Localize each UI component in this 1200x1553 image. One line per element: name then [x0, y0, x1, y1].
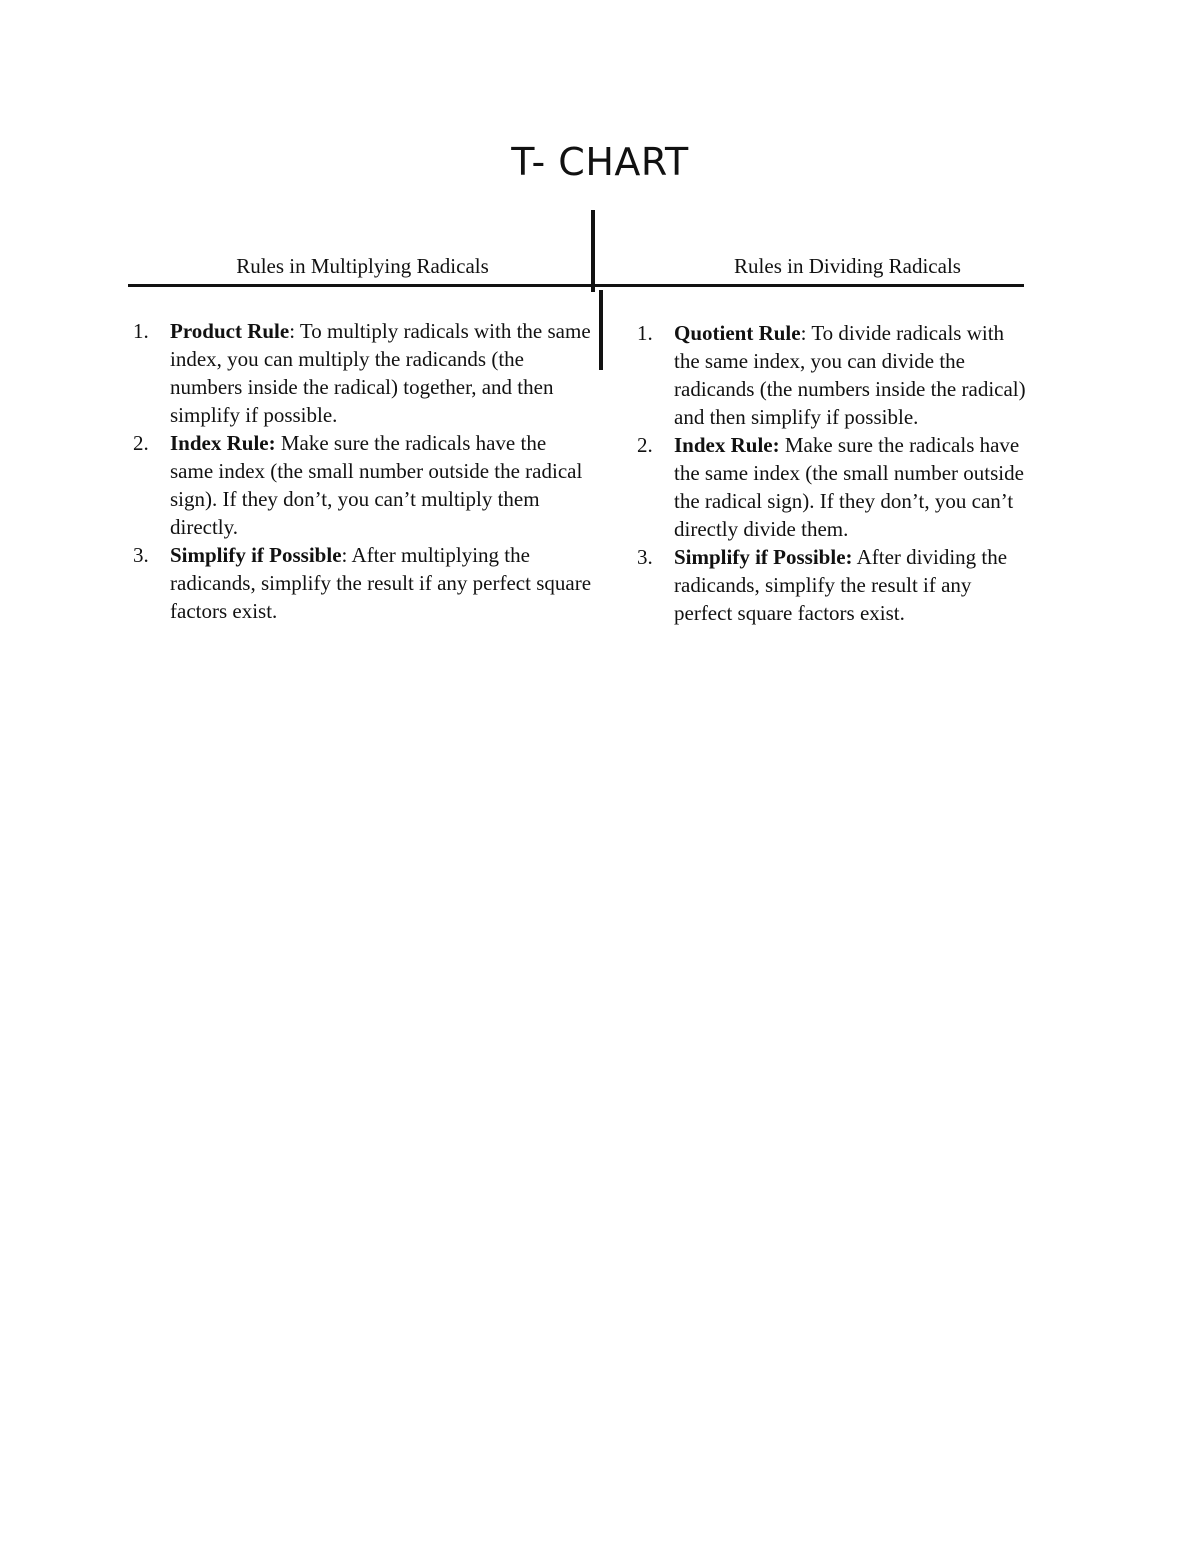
list-item — [133, 541, 593, 625]
rule-name: Quotient Rule — [674, 321, 801, 345]
left-column-header: Rules in Multiplying Radicals — [236, 254, 489, 278]
rule-number: 1. — [637, 321, 653, 345]
rule-number: 3. — [133, 543, 149, 567]
list-item — [637, 431, 1032, 543]
page-title: T- CHART — [511, 140, 689, 184]
rule-text: After dividing the radicands, simplify the result if any perfect square factors exist. — [674, 545, 1008, 625]
rule-text: To multiply radicals with the same index, you can multiply the radicands (the numbers inside the radical) together, and then simplify if possible. — [170, 319, 591, 427]
rule-name: Product Rule — [170, 319, 290, 343]
rule-name: Index Rule: — [170, 431, 276, 455]
rule-number: 3. — [637, 545, 653, 569]
rule-text: Make sure the radicals have the same index (the small number outside the radical sign). If they don’t, you can’t multiply them directly. — [170, 431, 583, 539]
multiplying-rules-list — [133, 317, 593, 625]
rule-text: Make sure the radicals have the same index (the small number outside the radical sign). If they don’t, you can’t directly divide them. — [674, 433, 1024, 541]
rule-number: 2. — [133, 431, 149, 455]
list-item — [637, 319, 1032, 431]
rule-text: After multiplying the radicands, simplify the result if any perfect square factors exist. — [170, 543, 592, 623]
rule-name: Index Rule: — [674, 433, 780, 457]
t-chart-horizontal-line-left — [128, 284, 596, 287]
rule-separator: : — [800, 321, 812, 345]
rule-number: 2. — [637, 433, 653, 457]
rule-name: Simplify if Possible: — [674, 545, 853, 569]
list-item — [637, 543, 1032, 627]
right-column-header: Rules in Dividing Radicals — [734, 254, 961, 278]
t-chart-horizontal-line-right — [594, 284, 1024, 287]
list-item — [133, 317, 593, 429]
t-chart-vertical-line-lower — [599, 290, 603, 370]
rule-separator: : — [341, 543, 352, 567]
rule-name: Simplify if Possible — [170, 543, 342, 567]
dividing-rules-list — [637, 319, 1032, 627]
rule-number: 1. — [133, 319, 149, 343]
rule-text: To divide radicals with the same index, you can divide the radicands (the numbers inside the radical) and then simplify if possible. — [674, 321, 1026, 429]
t-chart-vertical-line-upper — [591, 210, 595, 292]
list-item — [133, 429, 593, 541]
rule-separator: : — [289, 319, 300, 343]
